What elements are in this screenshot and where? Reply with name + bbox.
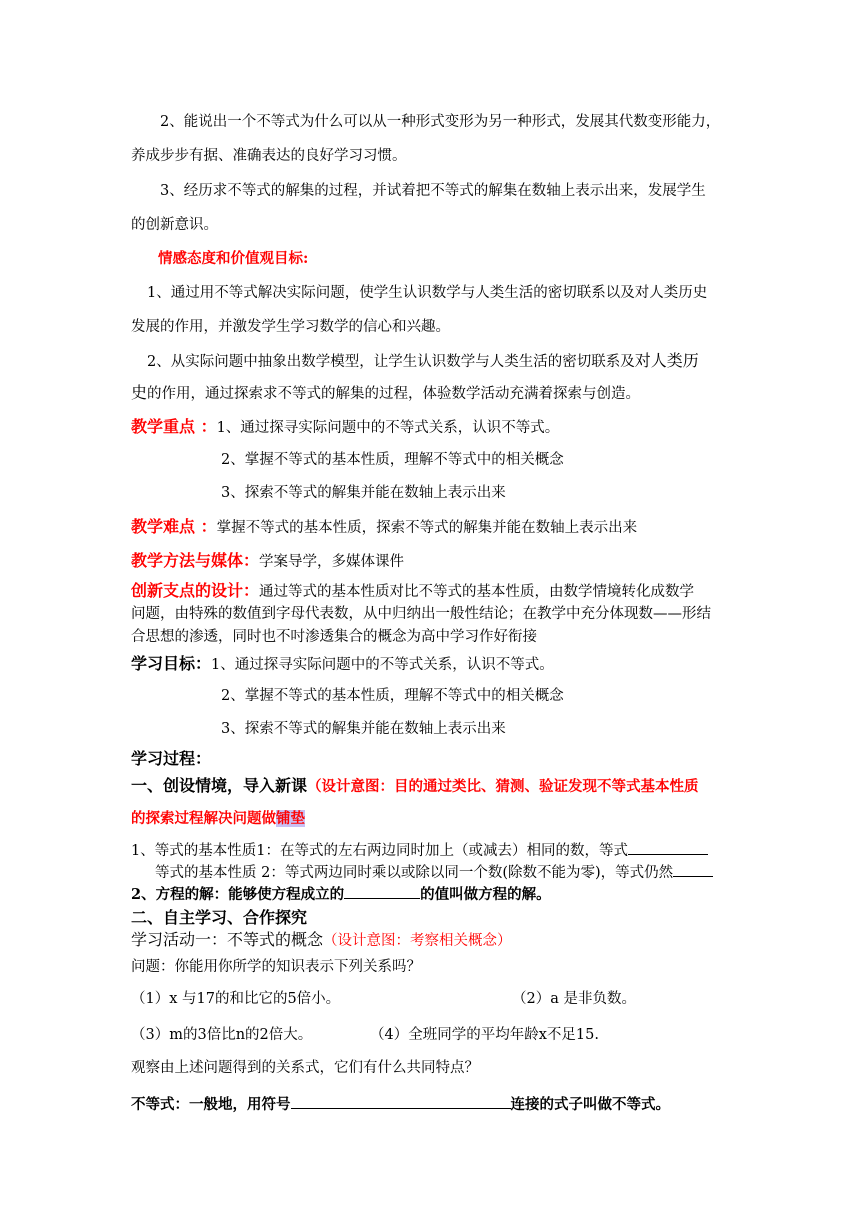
innovation-line-2: 问题，由特殊的数值到字母代表数，从中归纳出一般性结论；在教学中充分体现数——形结 — [131, 606, 711, 622]
blank-line — [673, 862, 713, 877]
equation-solution-text-b: 的值叫做方程的解。 — [420, 886, 551, 903]
innovation-text-1: 通过等式的基本性质对比不等式的基本性质，由数学情境转化成数学 — [259, 584, 695, 600]
section-1-heading: 一、创设情境，导入新课 — [131, 776, 308, 795]
blank-line — [344, 884, 420, 899]
goal-label: 学习目标： — [131, 654, 212, 673]
definition-text-b: 连接的式子叫做不等式。 — [510, 1096, 670, 1113]
activity-1-line — [131, 929, 731, 952]
innovation-line-3: 合思想的渗透，同时也不吋渗透集合的概念为高中学习作好衔接 — [131, 629, 537, 645]
activity-1-note: （设计意图：考察相关概念） — [323, 933, 512, 949]
emotion-1-line-1: 1、通过用不等式解决实际问题，使学生认识数学与人类生活的密切联系以及对人类历史 — [147, 285, 708, 301]
innovation-label: 创新支点的设计： — [131, 581, 260, 600]
goal-1: 1、通过探寻实际问题中的不等式关系，认识不等式。 — [211, 657, 554, 673]
objective-2-line-2: 养成步步有据、准确表达的良好学习习惯。 — [131, 148, 407, 164]
objective-3-line-2: 的创新意识。 — [131, 217, 218, 233]
equation-solution — [131, 884, 731, 906]
key-points-label: 教学重点 ： — [131, 417, 217, 436]
innovation-line-1 — [131, 580, 731, 603]
equation-property-1 — [131, 840, 731, 862]
section-1-note-1: （设计意图：目的通过类比、猜测、验证发现不等式基本性质 — [307, 778, 699, 795]
method-text: 学案导学，多媒体课件 — [259, 554, 405, 570]
emotion-2-line-1 — [147, 350, 747, 373]
emotion-2-text: 2、从实际问题中抽象出数学模型，让学生认识数学与人类生活的密切联系及 — [147, 354, 635, 370]
question-line: 问题：你能用你所学的知识表示下列关系吗？ — [131, 959, 421, 975]
equation-property-1-text: 1、等式的基本性质1：在等式的左右两边同时加上（或减去）相同的数，等式 — [131, 843, 628, 859]
objective-2-line-1: 2、能说出一个不等式为什么可以从一种形式变形为另一种形式，发展其代数变形能力， — [160, 114, 721, 130]
equation-property-2-text: 等式的基本性质 2：等式两边同时乘以或除以同一个数(除数不能为零)，等式仍然 — [155, 865, 674, 881]
emotion-2-large-text: 对人类历 — [634, 351, 699, 370]
highlighted-text: 铺垫 — [276, 810, 305, 827]
emotion-heading: 情感态度和价值观目标: — [158, 250, 309, 267]
method-line — [131, 550, 731, 573]
emotion-2-large-char: 史 — [131, 383, 148, 402]
equation-solution-text-a: 2、方程的解：能够使方程成立的 — [131, 886, 345, 903]
objective-3-line-1: 3、经历求不等式的解集的过程，并试着把不等式的解集在数轴上表示出来，发展学生 — [160, 183, 706, 199]
emotion-1-line-2: 发展的作用，并激发学生学习数学的信心和兴趣。 — [131, 319, 450, 335]
question-2: （2）a 是非负数。 — [512, 991, 636, 1007]
section-1-line-1 — [131, 775, 731, 798]
key-point-2: 2、掌握不等式的基本性质，理解不等式中的相关概念 — [221, 452, 564, 468]
method-label: 教学方法与媒体： — [131, 551, 260, 570]
goal-3: 3、探索不等式的解集并能在数轴上表示出来 — [221, 721, 506, 737]
goal-line-1 — [131, 653, 731, 676]
difficulty-label: 教学难点 ： — [131, 517, 217, 536]
difficulty-text: 掌握不等式的基本性质，探索不等式的解集并能在数轴上表示出来 — [216, 520, 638, 536]
blank-line — [291, 1094, 511, 1109]
key-points-line-1 — [131, 416, 731, 439]
section-2-heading: 二、自主学习、合作探究 — [131, 908, 308, 927]
activity-1-label: 学习活动一：不等式的概念 — [131, 930, 324, 949]
section-1-line-2 — [131, 808, 731, 830]
goal-2: 2、掌握不等式的基本性质，理解不等式中的相关概念 — [221, 688, 564, 704]
question-1: （1）x 与17的和比它的5倍小。 — [131, 991, 341, 1007]
difficulty-line — [131, 516, 731, 539]
section-1-note-2: 的探索过程解决问题做 — [131, 810, 276, 827]
process-heading: 学习过程： — [131, 749, 212, 768]
question-3: （3）m的3倍比n的2倍大。 — [131, 1027, 313, 1043]
question-4: （4）全班同学的平均年龄x不足15. — [370, 1027, 599, 1043]
definition-text-a: 不等式：一般地，用符号 — [131, 1096, 291, 1113]
equation-property-2 — [155, 862, 755, 884]
key-point-3: 3、探索不等式的解集并能在数轴上表示出来 — [221, 485, 506, 501]
blank-line — [628, 840, 708, 855]
observe-line: 观察由上述问题得到的关系式，它们有什么共同特点？ — [131, 1060, 479, 1076]
definition-line — [131, 1094, 731, 1116]
emotion-2-text-2: 的作用，通过探索求不等式的解集的过程，体验数学活动充满着探索与创造。 — [147, 386, 641, 402]
key-point-1: 1、通过探寻实际问题中的不等式关系，认识不等式。 — [216, 420, 560, 436]
emotion-2-line-2 — [131, 382, 731, 405]
